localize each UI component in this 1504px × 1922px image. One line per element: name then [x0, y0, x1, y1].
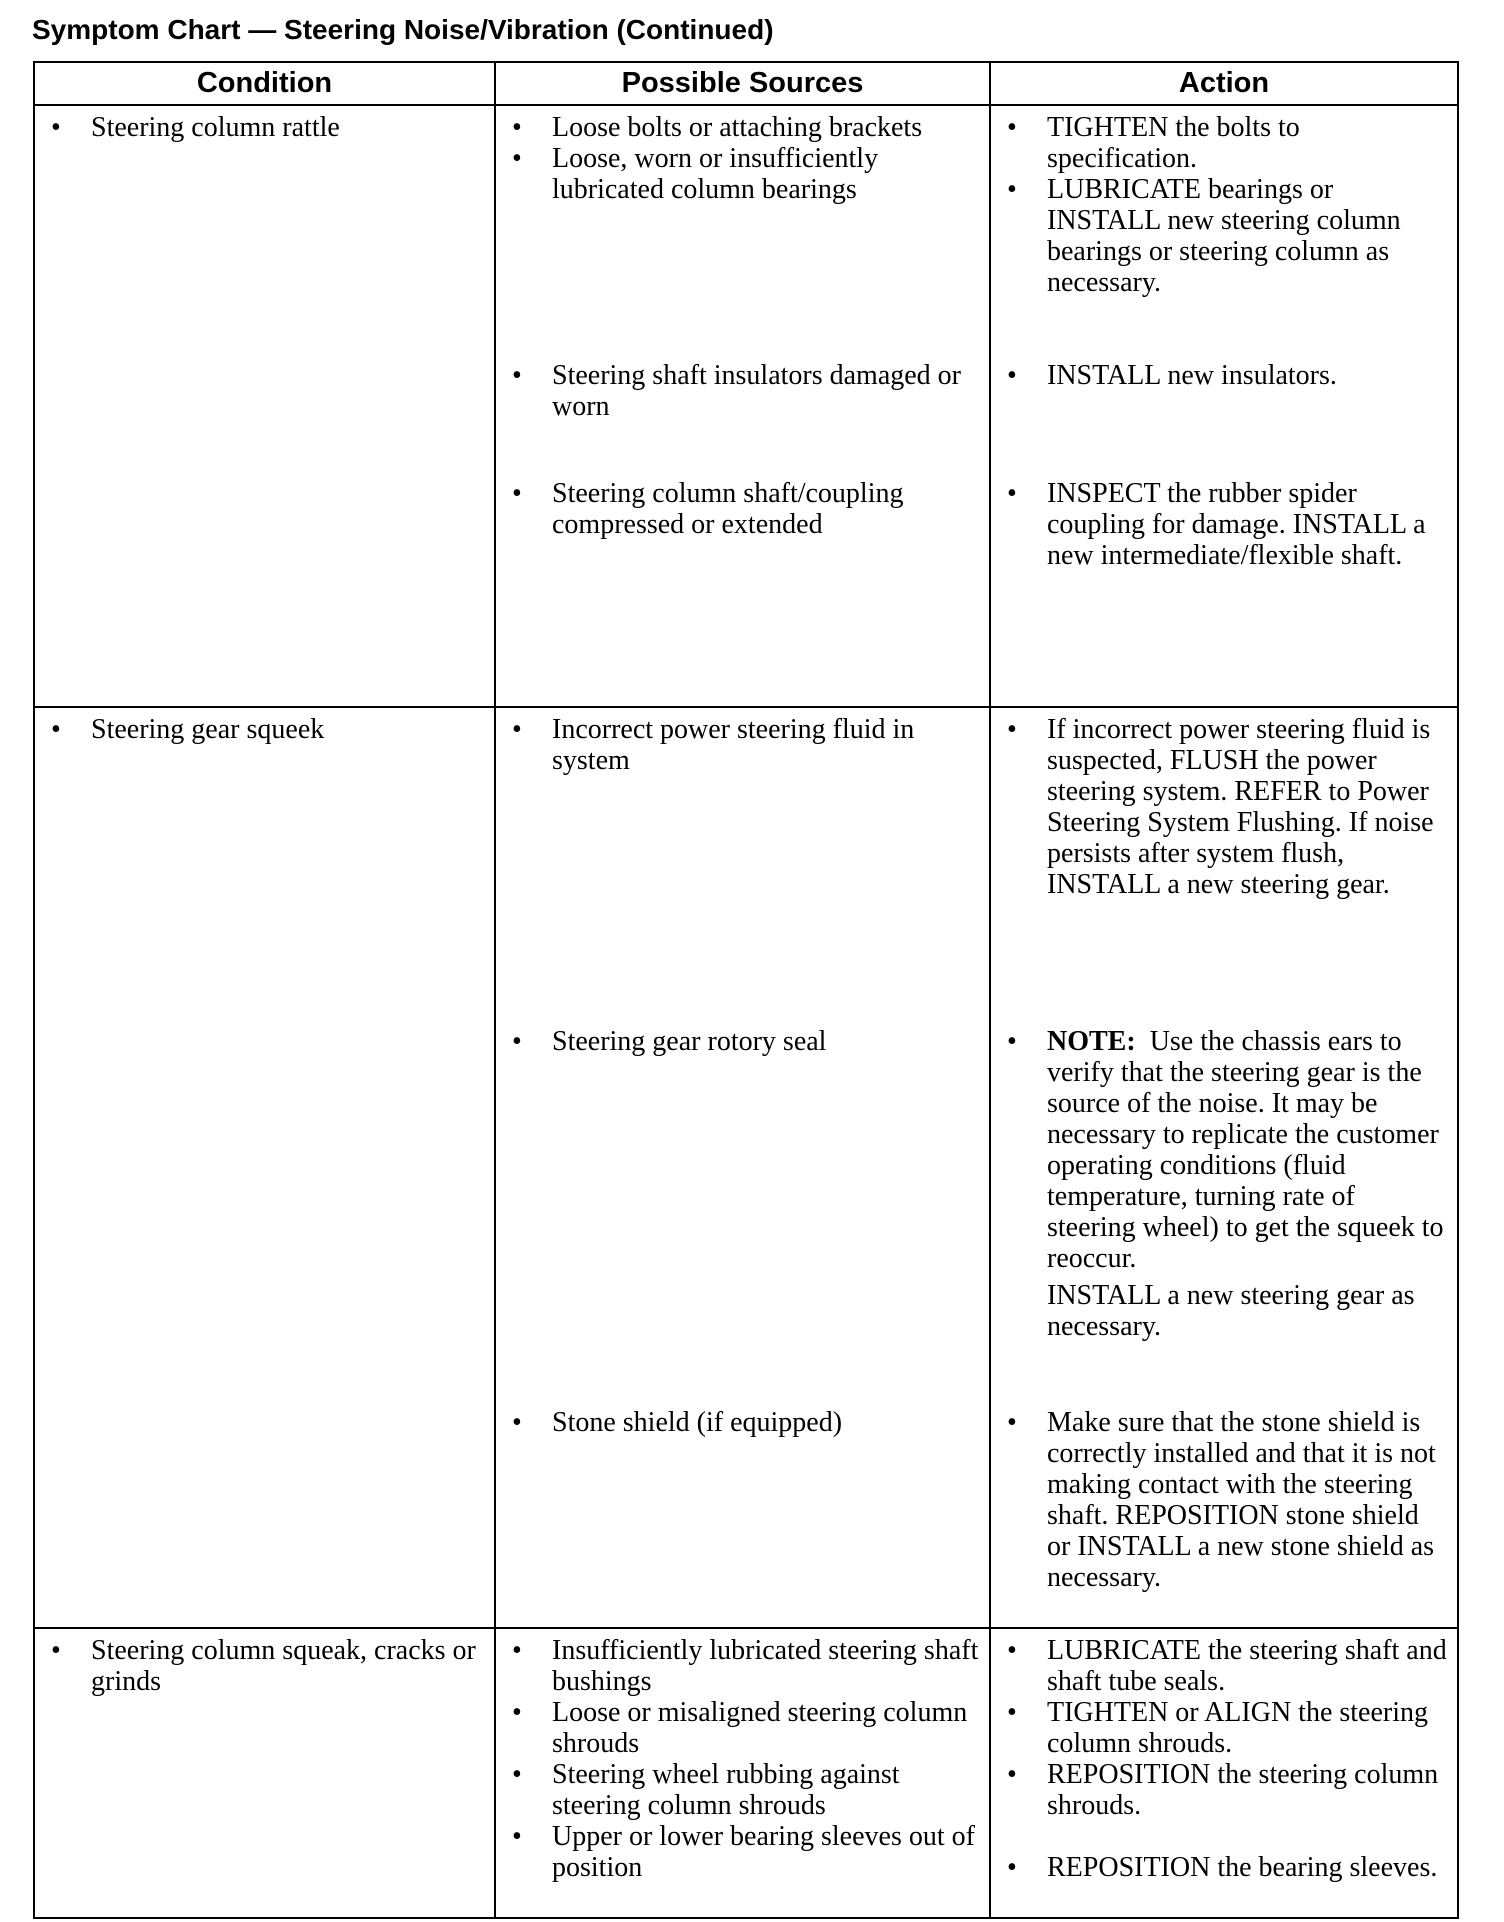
- header-condition: Condition: [34, 62, 495, 105]
- bullet: •: [1007, 1697, 1017, 1728]
- bullet: •: [1007, 1759, 1017, 1790]
- action-item: [991, 174, 1457, 298]
- bullet: •: [512, 1821, 522, 1852]
- source-item: [496, 478, 989, 540]
- source-item: [496, 143, 989, 205]
- bullet: •: [1007, 360, 1017, 391]
- action-text: If incorrect power steering fluid is suspected, FLUSH the power steering system. REFER to Power Steering System Flushing. If noise persists after system flush, INSTALL a new steering gear.: [1047, 714, 1434, 900]
- bullet: •: [51, 1635, 61, 1666]
- condition-item: [35, 1635, 494, 1697]
- bullet: •: [512, 1759, 522, 1790]
- source-text: Insufficiently lubricated steering shaft bushings: [552, 1635, 979, 1697]
- symptom-chart-table: [33, 61, 1459, 1919]
- action-text: INSPECT the rubber spider coupling for damage. INSTALL a new intermediate/flexible shaft.: [1047, 478, 1426, 571]
- condition-text: Steering column rattle: [91, 112, 340, 143]
- bullet: •: [512, 360, 522, 391]
- bullet: •: [512, 714, 522, 745]
- bullet: •: [1007, 1852, 1017, 1883]
- bullet: •: [512, 1697, 522, 1728]
- action-text: TIGHTEN the bolts to specification.: [1047, 112, 1300, 174]
- action-text: TIGHTEN or ALIGN the steering column shrouds.: [1047, 1697, 1429, 1759]
- action-text: LUBRICATE bearings or INSTALL new steering column bearings or steering column as necessary.: [1047, 174, 1401, 298]
- bullet: •: [51, 714, 61, 745]
- table-header-row: [34, 62, 1458, 105]
- action-item: [991, 478, 1457, 571]
- sources-cell: [495, 1628, 990, 1918]
- action-item: [991, 360, 1457, 391]
- source-item: [496, 360, 989, 422]
- bullet: •: [51, 112, 61, 143]
- source-text: Steering wheel rubbing against steering column shrouds: [552, 1759, 900, 1821]
- note-text: Use the chassis ears to verify that the steering gear is the source of the noise. It may be necessary to replicate the customer operating conditions (fluid temperature, turning rate of steering wheel) to get the squeek to reoccur.: [1047, 1026, 1444, 1274]
- header-action: Action: [990, 62, 1458, 105]
- condition-text: Steering column squeak, cracks or grinds: [91, 1635, 476, 1697]
- bullet: •: [1007, 1407, 1017, 1438]
- condition-cell: [34, 707, 495, 1628]
- bullet: •: [1007, 112, 1017, 143]
- bullet: •: [512, 1407, 522, 1438]
- source-text: Steering gear rotory seal: [552, 1026, 827, 1057]
- note-label: NOTE:: [1047, 1026, 1136, 1057]
- action-text: Make sure that the stone shield is correctly installed and that it is not making contact with the steering shaft. REPOSITION stone shield or INSTALL a new stone shield as necessary.: [1047, 1407, 1436, 1593]
- header-possible-sources: Possible Sources: [495, 62, 990, 105]
- action-item: [991, 1635, 1457, 1697]
- source-text: Loose bolts or attaching brackets: [552, 112, 923, 143]
- condition-item: [35, 112, 494, 143]
- chart-title: Symptom Chart — Steering Noise/Vibration (Continued): [32, 14, 774, 45]
- bullet: •: [1007, 478, 1017, 509]
- condition-cell: [34, 105, 495, 707]
- table-row: [34, 707, 1458, 1628]
- action-cell: [990, 105, 1458, 707]
- condition-text: Steering gear squeek: [91, 714, 325, 745]
- source-item: [496, 112, 989, 143]
- condition-item: [35, 714, 494, 745]
- source-text: Incorrect power steering fluid in system: [552, 714, 915, 776]
- source-item: [496, 714, 989, 776]
- bullet: •: [512, 1635, 522, 1666]
- bullet: •: [512, 143, 522, 174]
- action-item: [991, 1759, 1457, 1852]
- action-item: [991, 112, 1457, 174]
- source-item: [496, 1407, 989, 1438]
- table-row: [34, 105, 1458, 707]
- source-text: Upper or lower bearing sleeves out of position: [552, 1821, 975, 1883]
- sources-cell: [495, 707, 990, 1628]
- action-text: REPOSITION the steering column shrouds.: [1047, 1759, 1439, 1821]
- source-item: [496, 1635, 989, 1697]
- source-item: [496, 1759, 989, 1821]
- action-item: [991, 714, 1457, 900]
- source-text: Loose or misaligned steering column shrouds: [552, 1697, 968, 1759]
- source-text: Stone shield (if equipped): [552, 1407, 843, 1438]
- action-item: [991, 1697, 1457, 1759]
- source-text: Steering shaft insulators damaged or worn: [552, 360, 962, 422]
- bullet: •: [1007, 174, 1017, 205]
- bullet: •: [512, 1026, 522, 1057]
- condition-cell: [34, 1628, 495, 1918]
- bullet: •: [1007, 714, 1017, 745]
- action-text: REPOSITION the bearing sleeves.: [1047, 1852, 1438, 1883]
- bullet: •: [512, 112, 522, 143]
- source-item: [496, 1821, 989, 1883]
- table-row: [34, 1628, 1458, 1918]
- action-text: LUBRICATE the steering shaft and shaft tube seals.: [1047, 1635, 1447, 1697]
- action-item: [991, 1026, 1457, 1274]
- bullet: •: [512, 478, 522, 509]
- source-text: Steering column shaft/coupling compressed or extended: [552, 478, 904, 540]
- source-item: [496, 1026, 989, 1057]
- source-item: [496, 1697, 989, 1759]
- bullet: •: [1007, 1026, 1017, 1057]
- action-cell: [990, 707, 1458, 1628]
- action-item: [991, 1852, 1457, 1883]
- note-follow-text: INSTALL a new steering gear as necessary.: [1047, 1280, 1415, 1342]
- sources-cell: [495, 105, 990, 707]
- source-text: Loose, worn or insufficiently lubricated column bearings: [552, 143, 879, 205]
- action-text: INSTALL new insulators.: [1047, 360, 1337, 391]
- action-cell: [990, 1628, 1458, 1918]
- action-item: [991, 1407, 1457, 1593]
- bullet: •: [1007, 1635, 1017, 1666]
